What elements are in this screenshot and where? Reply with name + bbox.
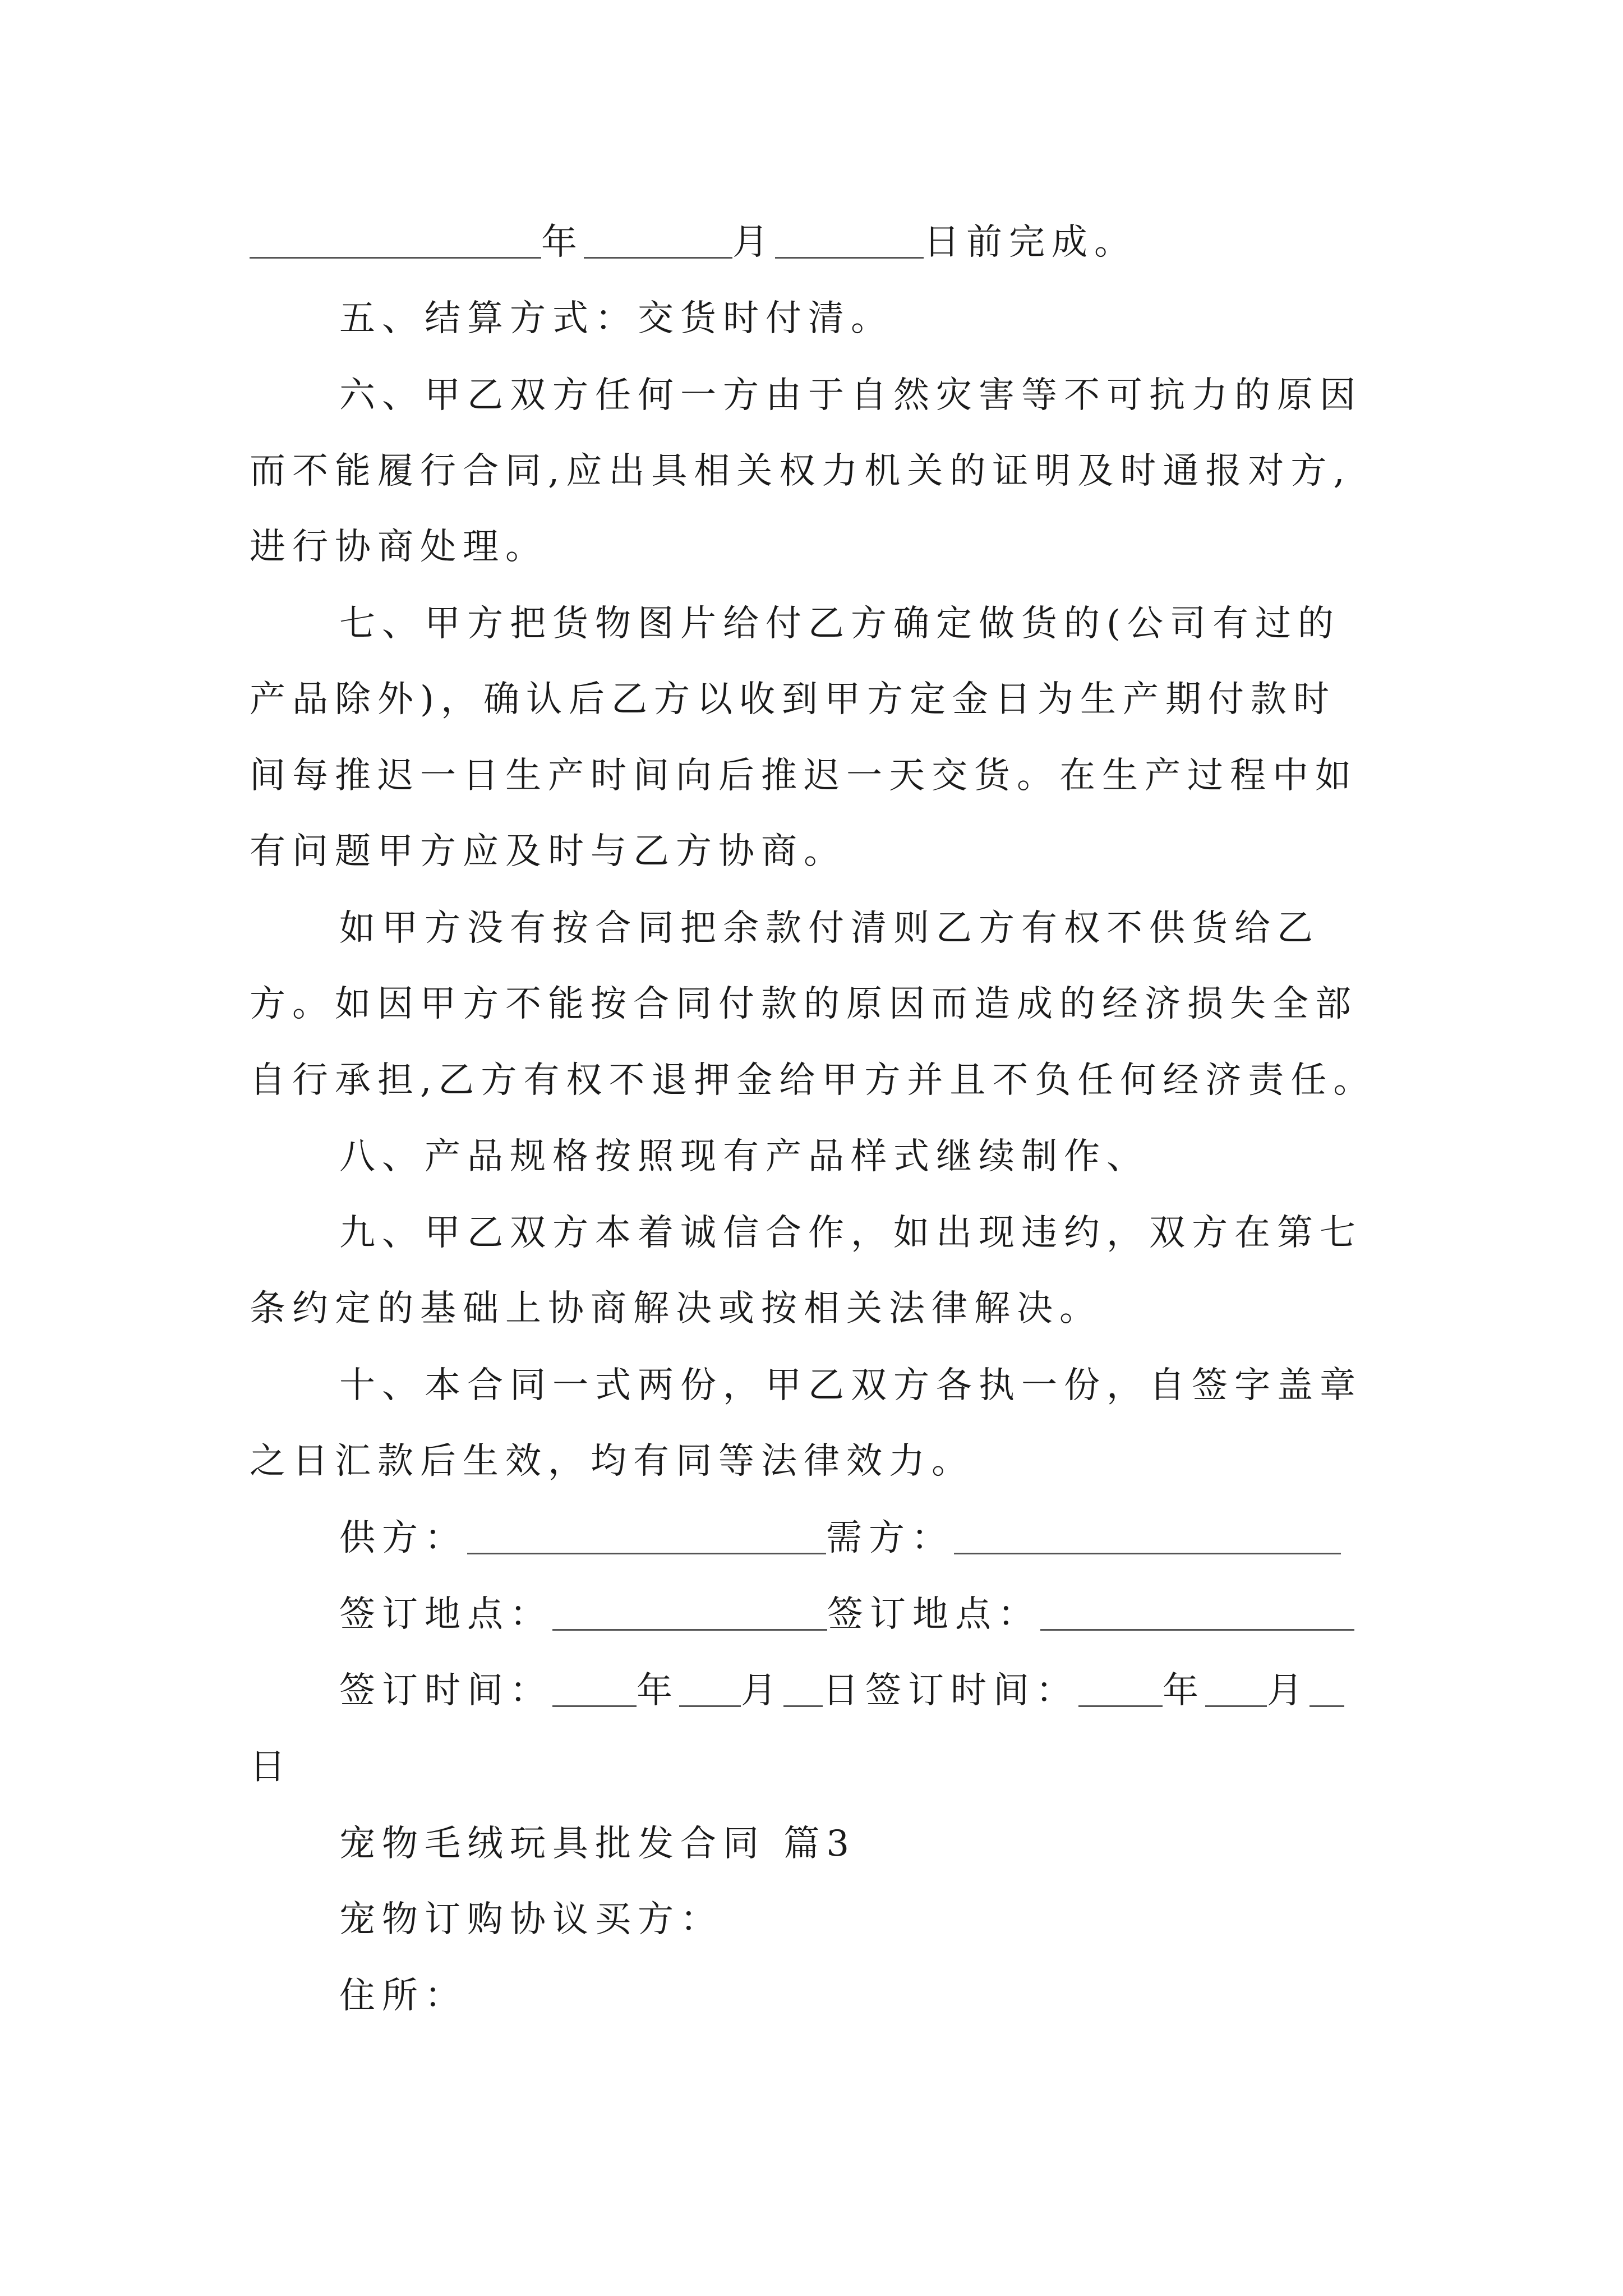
clause-10-line-1: 十、本合同一式两份，甲乙双方各执一份，自签字盖章 (339, 1365, 1362, 1406)
month-blank (584, 214, 732, 259)
clause-9-line-2: 条约定的基础上协商解决或按相关法律解决。 (250, 1288, 1102, 1329)
day-blank (775, 214, 924, 259)
time2-year-blank (1078, 1663, 1163, 1707)
time2-day-blank (1310, 1663, 1344, 1707)
time2-month-blank (1205, 1663, 1267, 1707)
clause-7-line-2: 产品除外)，确认后乙方以收到甲方定金日为生产期付款时 (250, 679, 1336, 720)
signing-place-blank-2 (1040, 1586, 1354, 1631)
clause-5: 五、结算方式：交货时付清。 (339, 298, 893, 339)
clause-7-line-4: 有问题甲方应及时与乙方协商。 (250, 831, 846, 872)
time2-day-wrap: 日 (250, 1746, 292, 1788)
clause-7b-line-1: 如甲方没有按合同把余款付清则乙方有权不供货给乙 (339, 908, 1320, 949)
clause-7b-line-3: 自行承担,乙方有权不退押金给甲方并且不负任何经济责任。 (250, 1060, 1376, 1101)
clause-7-line-1: 七、甲方把货物图片给付乙方确定做货的(公司有过的 (339, 603, 1340, 645)
signing-place-label-1: 签订地点： (339, 1594, 552, 1635)
signing-time-label-1: 签订时间： (339, 1670, 552, 1711)
signing-place-line (339, 1586, 1354, 1642)
clause-8: 八、产品规格按照现有产品样式继续制作、 (339, 1136, 1149, 1177)
time1-year-blank (552, 1663, 637, 1707)
time2-year: 年 (1163, 1670, 1205, 1711)
time1-year: 年 (637, 1670, 679, 1711)
clause-6-line-2: 而不能履行合同,应出具相关权力机关的证明及时通报对方, (250, 450, 1352, 492)
time2-month: 月 (1267, 1670, 1310, 1711)
supplier-blank (467, 1510, 826, 1554)
day-suffix: 日前完成。 (924, 222, 1137, 263)
time1-day-blank (783, 1663, 823, 1707)
buyer-label: 需方： (826, 1517, 954, 1559)
month-label: 月 (732, 222, 775, 263)
time1-month-blank (679, 1663, 741, 1707)
signing-time-label-2: 签订时间： (865, 1670, 1078, 1711)
clause-6-line-3: 进行协商处理。 (250, 526, 548, 568)
clause-7-line-3: 间每推迟一日生产时间向后推迟一天交货。在生产过程中如 (250, 755, 1358, 797)
year-label: 年 (541, 222, 584, 263)
signing-place-blank-1 (552, 1586, 827, 1631)
time1-day: 日 (823, 1670, 865, 1711)
year-blank (250, 214, 541, 259)
signing-time-line (339, 1663, 1344, 1719)
buyer-blank (954, 1510, 1341, 1554)
party-line (339, 1510, 1341, 1566)
section-3-address: 住所： (339, 1975, 467, 2017)
clause-10-line-2: 之日汇款后生效，均有同等法律效力。 (250, 1441, 974, 1482)
section-3-buyer: 宠物订购协议买方： (339, 1899, 723, 1940)
section-3-title: 宠物毛绒玩具批发合同 篇3 (339, 1823, 856, 1865)
clause-6-line-1: 六、甲乙双方任何一方由于自然灾害等不可抗力的原因 (339, 375, 1362, 416)
supplier-label: 供方： (339, 1517, 467, 1559)
clause-9-line-1: 九、甲乙双方本着诚信合作，如出现违约，双方在第七 (339, 1212, 1362, 1254)
signing-place-label-2: 签订地点： (827, 1594, 1040, 1635)
time1-month: 月 (741, 1670, 783, 1711)
clause-7b-line-2: 方。如因甲方不能按合同付款的原因而造成的经济损失全部 (250, 983, 1358, 1025)
completion-date-line (250, 214, 1137, 270)
